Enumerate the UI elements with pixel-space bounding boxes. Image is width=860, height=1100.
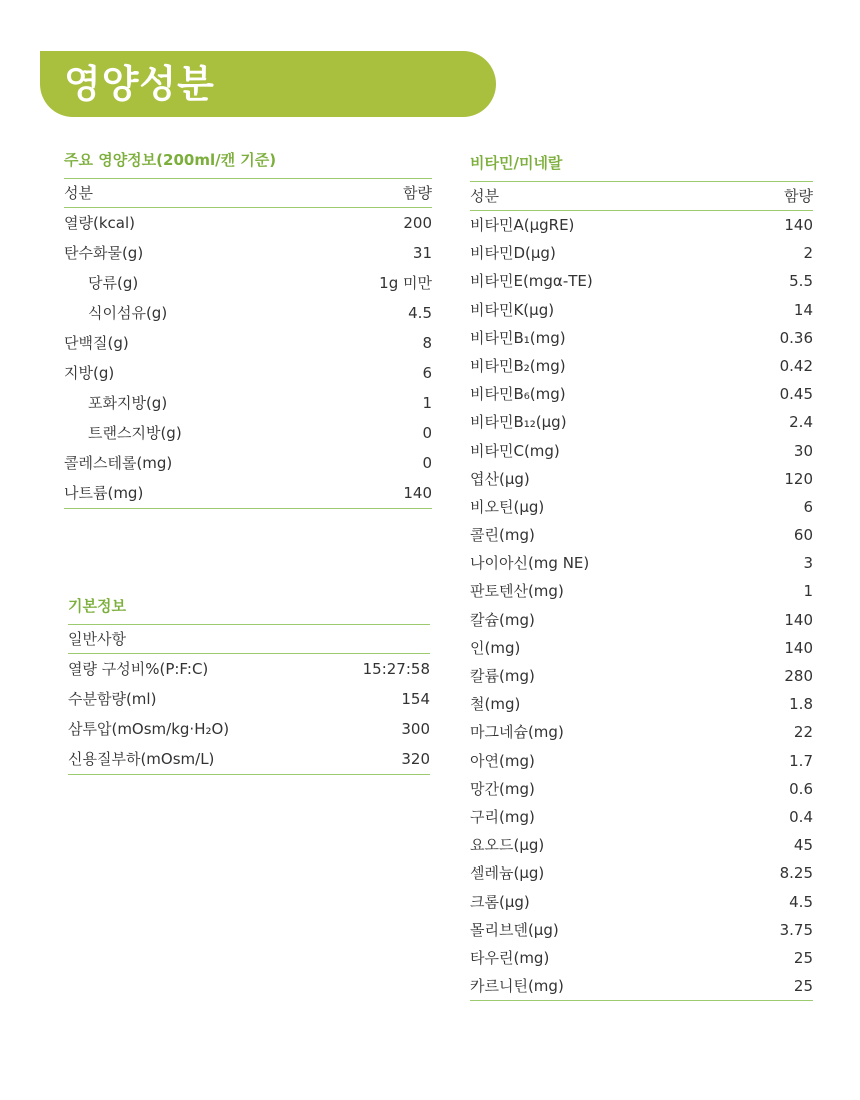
nutrient-amount: 25 (793, 948, 813, 967)
nutrient-name: 비오틴(μg) (470, 497, 545, 516)
basic-info-title: 기본정보 (68, 597, 126, 615)
nutrient-name: 트랜스지방(g) (88, 424, 182, 442)
main-nutrition-title: 주요 영양정보(200ml/캔 기준) (64, 151, 277, 169)
nutrient-name: 탄수화물(g) (64, 244, 144, 262)
nutrient-amount: 8.25 (779, 864, 813, 883)
table-row (470, 662, 813, 690)
nutrient-amount: 0.42 (779, 356, 813, 375)
nutrient-name: 엽산(μg) (470, 469, 530, 488)
table-row (64, 478, 432, 508)
table-row (470, 577, 813, 605)
nutrient-amount: 0.45 (779, 385, 813, 404)
table-row (470, 803, 813, 831)
nutrient-name: 비타민E(mgα-TE) (470, 272, 593, 291)
nutrient-name: 비타민B₆(mg) (470, 385, 566, 404)
table-row (64, 418, 432, 448)
nutrient-name: 열량(kcal) (64, 214, 135, 232)
nutrient-amount: 60 (793, 526, 813, 545)
table-row (470, 296, 813, 324)
table-row (470, 211, 813, 239)
table-row (470, 944, 813, 972)
table-row (470, 747, 813, 775)
nutrient-name: 신용질부하(mOsm/L) (68, 750, 215, 768)
nutrient-name: 크롬(μg) (470, 892, 530, 911)
table-row (470, 549, 813, 577)
nutrient-name: 식이섬유(g) (88, 304, 168, 322)
table-row (64, 448, 432, 478)
col-name-header: 성분 (64, 184, 93, 202)
nutrient-name: 아연(mg) (470, 751, 535, 770)
nutrient-amount: 1.8 (789, 695, 813, 714)
nutrient-amount: 0 (422, 454, 432, 472)
nutrient-name: 판토텐산(mg) (470, 582, 564, 601)
table-row (470, 831, 813, 859)
nutrient-amount: 154 (401, 690, 430, 708)
nutrient-name: 비타민C(mg) (470, 441, 560, 460)
nutrient-amount: 0.4 (789, 807, 813, 826)
general-header: 일반사항 (68, 630, 126, 648)
col-name-header: 성분 (470, 187, 499, 205)
table-row (68, 654, 430, 684)
table-row (64, 208, 432, 238)
table-header (68, 625, 430, 654)
nutrient-amount: 1.7 (789, 751, 813, 770)
nutrient-name: 망간(mg) (470, 779, 535, 798)
basic-info-table (68, 624, 430, 775)
nutrient-amount: 31 (412, 244, 432, 262)
col-amount-header: 함량 (403, 184, 432, 202)
table-row (64, 298, 432, 328)
table-row (470, 380, 813, 408)
nutrient-amount: 4.5 (789, 892, 813, 911)
main-nutrition-rows (64, 208, 432, 508)
nutrient-amount: 2.4 (789, 413, 813, 432)
nutrient-amount: 8 (422, 334, 432, 352)
nutrient-amount: 22 (793, 723, 813, 742)
table-row (470, 267, 813, 295)
nutrient-amount: 6 (422, 364, 432, 382)
nutrient-amount: 15:27:58 (362, 660, 430, 678)
nutrient-amount: 0.36 (779, 328, 813, 347)
nutrient-name: 카르니틴(mg) (470, 977, 564, 996)
nutrient-name: 당류(g) (88, 274, 139, 292)
nutrient-name: 칼슘(mg) (470, 610, 535, 629)
nutrient-amount: 3 (803, 554, 813, 573)
main-nutrition-table (64, 178, 432, 509)
nutrient-amount: 0 (422, 424, 432, 442)
nutrient-name: 비타민A(μgRE) (470, 216, 575, 234)
nutrient-name: 비타민D(μg) (470, 244, 556, 263)
nutrient-name: 삼투압(mOsm/kg·H₂O) (68, 720, 230, 738)
vitamins-rows (470, 211, 813, 1000)
table-row (470, 437, 813, 465)
table-row (470, 493, 813, 521)
nutrient-amount: 2 (803, 244, 813, 263)
table-row (68, 744, 430, 774)
nutrient-amount: 25 (793, 977, 813, 996)
nutrient-name: 비타민B₁(mg) (470, 328, 566, 347)
table-header (470, 182, 813, 211)
table-row (470, 916, 813, 944)
nutrient-amount: 1 (422, 394, 432, 412)
table-row (470, 324, 813, 352)
table-row (470, 606, 813, 634)
nutrient-name: 열량 구성비%(P:F:C) (68, 660, 209, 678)
nutrient-name: 셀레늄(μg) (470, 864, 545, 883)
title-banner (40, 51, 496, 117)
nutrient-name: 수분함량(ml) (68, 690, 157, 708)
nutrient-name: 타우린(mg) (470, 948, 550, 967)
nutrient-name: 비타민B₂(mg) (470, 356, 566, 375)
table-row (64, 388, 432, 418)
nutrient-amount: 0.6 (789, 779, 813, 798)
nutrient-amount: 140 (784, 638, 813, 657)
main-nutrition-section (64, 150, 432, 509)
nutrient-name: 나트륨(mg) (64, 484, 144, 502)
nutrient-amount: 5.5 (789, 272, 813, 291)
nutrient-name: 칼륨(mg) (470, 667, 535, 685)
col-amount-header: 함량 (784, 187, 813, 205)
nutrient-name: 몰리브덴(μg) (470, 920, 559, 939)
table-row (64, 268, 432, 298)
table-row (470, 888, 813, 916)
nutrient-amount: 200 (403, 214, 432, 232)
nutrient-amount: 3.75 (779, 920, 813, 939)
nutrient-amount: 140 (403, 484, 432, 502)
table-row (470, 972, 813, 1000)
page-title: 영양성분 (64, 61, 215, 106)
vitamins-section (470, 153, 813, 1001)
table-row (64, 358, 432, 388)
nutrient-name: 포화지방(g) (88, 394, 168, 412)
table-row (64, 238, 432, 268)
table-row (470, 634, 813, 662)
table-row (470, 718, 813, 746)
nutrient-amount: 140 (784, 610, 813, 629)
table-row (470, 408, 813, 436)
nutrient-name: 요오드(μg) (470, 836, 545, 855)
nutrient-amount: 6 (803, 497, 813, 516)
nutrient-amount: 140 (784, 216, 813, 234)
nutrient-name: 지방(g) (64, 364, 115, 382)
nutrient-name: 마그네슘(mg) (470, 723, 564, 742)
table-row (470, 352, 813, 380)
nutrient-name: 콜레스테롤(mg) (64, 454, 173, 472)
nutrient-amount: 1g 미만 (379, 274, 432, 292)
basic-info-rows (68, 654, 430, 774)
nutrient-name: 비타민B₁₂(μg) (470, 413, 567, 432)
nutrient-name: 비타민K(μg) (470, 300, 555, 319)
basic-info-section (68, 596, 430, 775)
nutrient-amount: 320 (401, 750, 430, 768)
nutrient-amount: 280 (784, 667, 813, 685)
table-row (68, 714, 430, 744)
table-row (470, 690, 813, 718)
table-row (470, 859, 813, 887)
vitamins-title: 비타민/미네랄 (470, 154, 563, 172)
nutrient-amount: 30 (793, 441, 813, 460)
table-row (470, 239, 813, 267)
nutrient-amount: 120 (784, 469, 813, 488)
vitamins-table (470, 181, 813, 1001)
nutrient-amount: 45 (793, 836, 813, 855)
table-row (470, 465, 813, 493)
nutrient-amount: 1 (803, 582, 813, 601)
nutrient-name: 단백질(g) (64, 334, 129, 352)
table-row (470, 775, 813, 803)
nutrient-name: 인(mg) (470, 638, 521, 657)
table-header (64, 179, 432, 208)
nutrient-name: 콜린(mg) (470, 526, 535, 545)
nutrient-name: 철(mg) (470, 695, 521, 714)
nutrient-name: 나이아신(mg NE) (470, 554, 590, 573)
nutrient-amount: 4.5 (408, 304, 432, 322)
table-row (68, 684, 430, 714)
nutrient-amount: 300 (401, 720, 430, 738)
nutrient-amount: 14 (793, 300, 813, 319)
table-row (64, 328, 432, 358)
table-row (470, 521, 813, 549)
nutrient-name: 구리(mg) (470, 807, 535, 826)
